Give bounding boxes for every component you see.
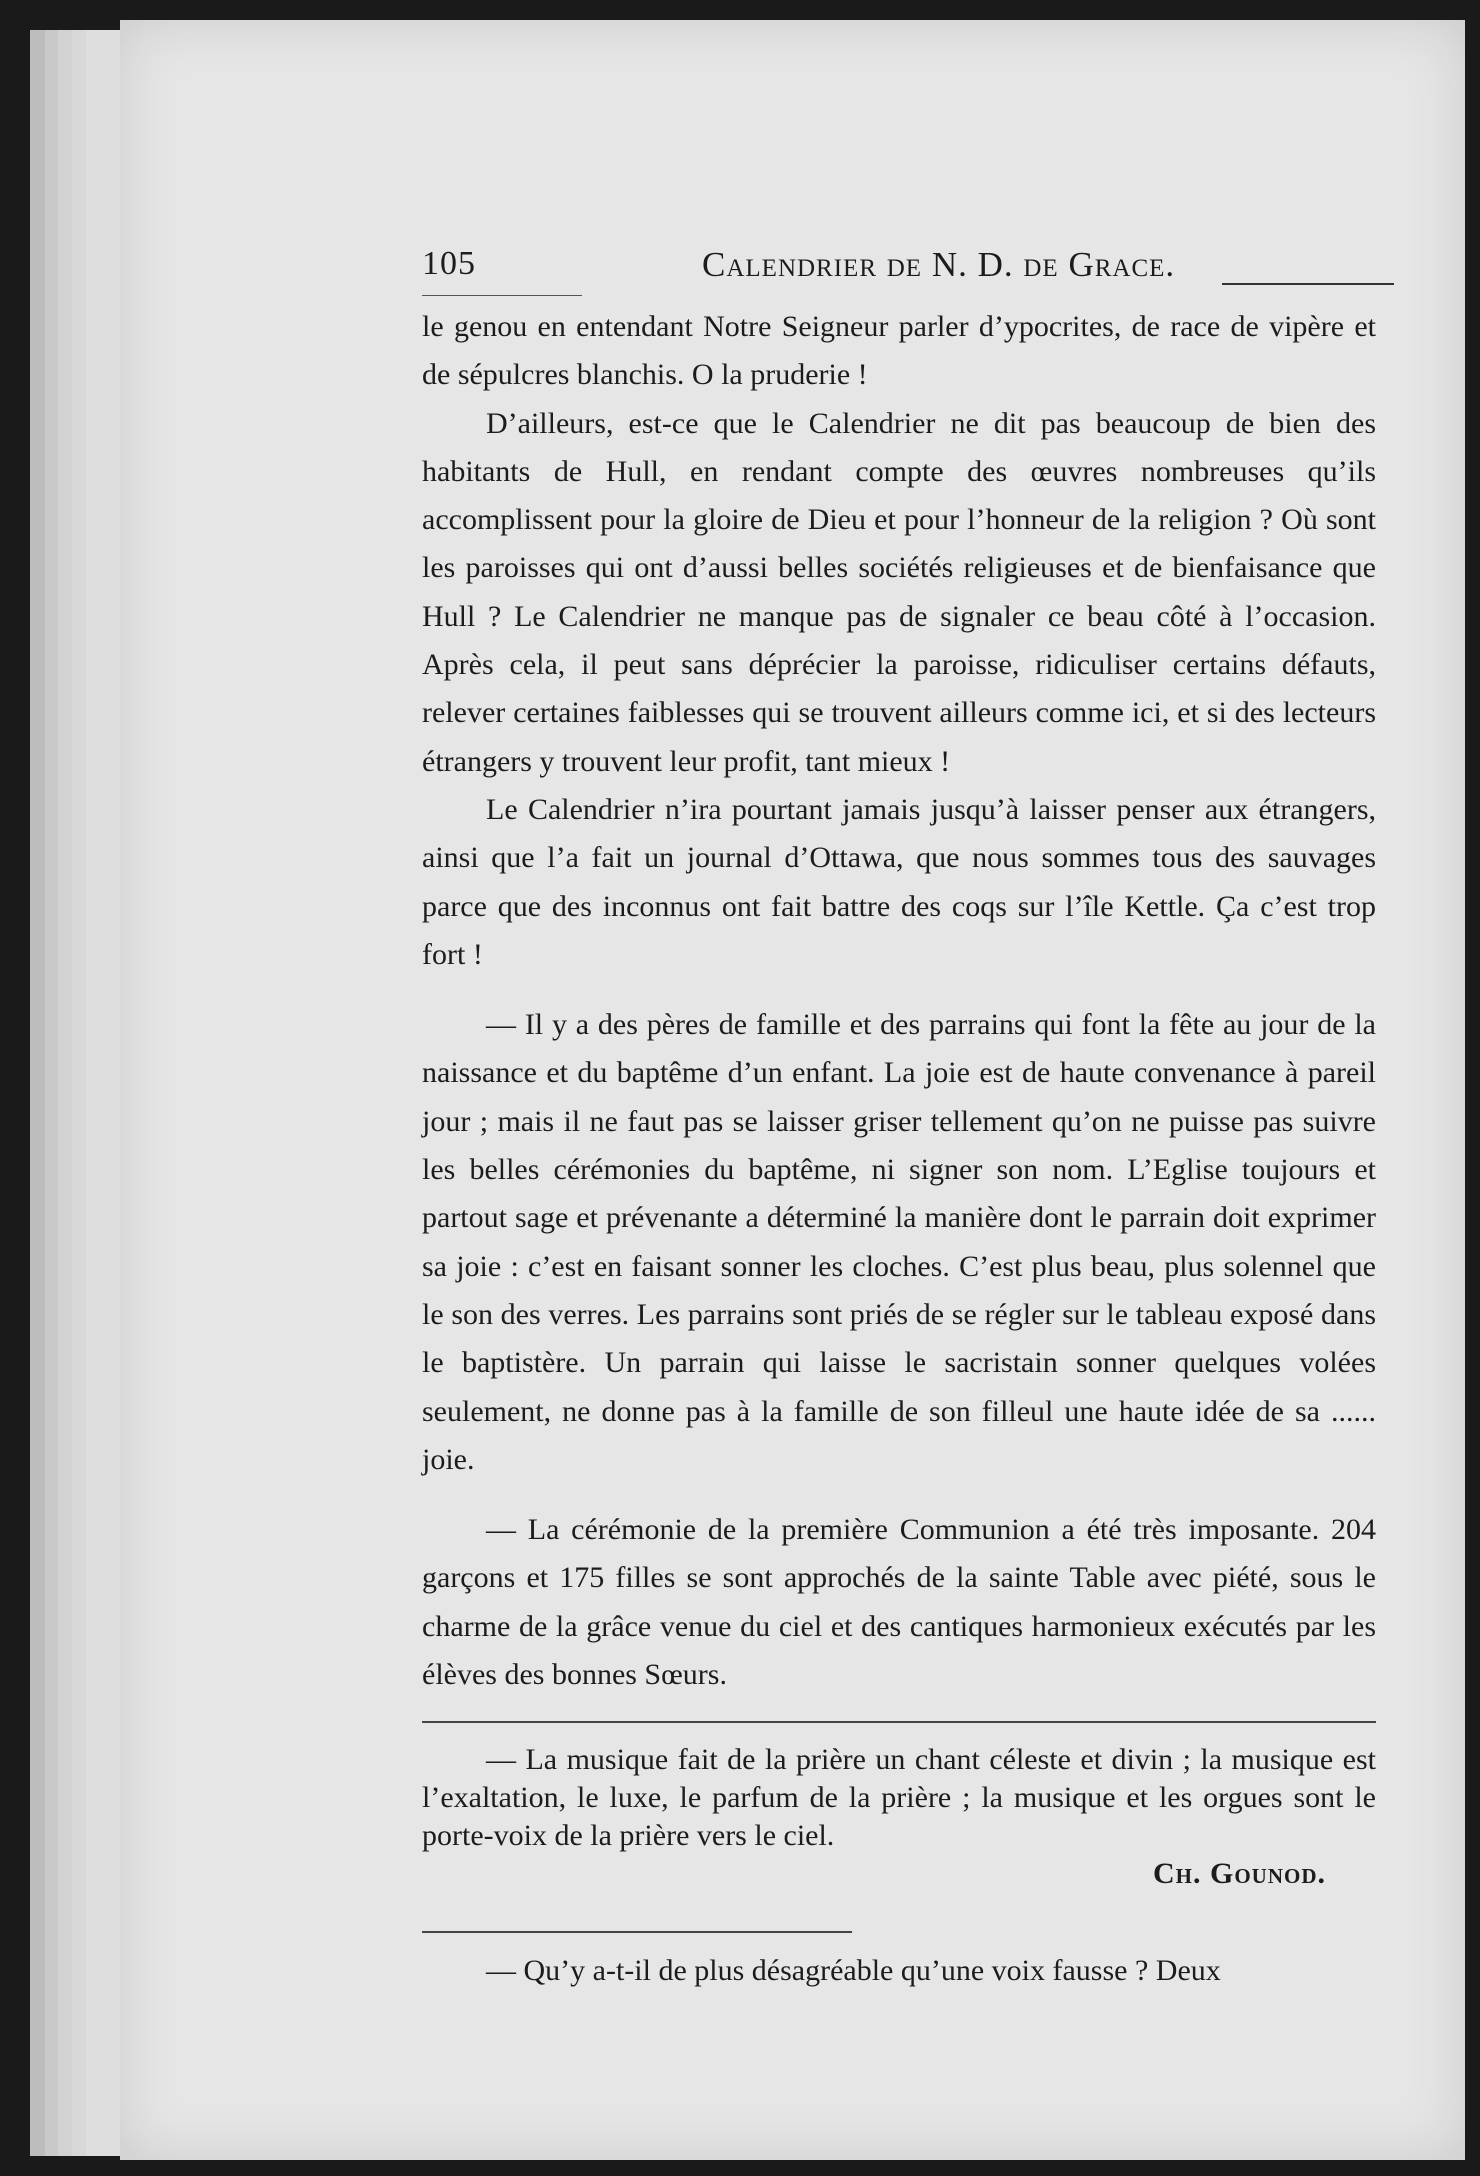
- quote-text: — La musique fait de la prière un chant céleste et divin ; la musique est l’exaltation, le luxe, le parfum de la prière ; la musique et les orgues sont le porte-voix de la prière vers le ciel.: [422, 1743, 1376, 1853]
- section-divider: [422, 1721, 1376, 1723]
- paragraph: — Il y a des pères de famille et des parrains qui font la fête au jour de la naissance et du baptême d’un enfant. La joie est de haute convenance à pareil jour ; mais il ne faut pas se laisser griser tellement qu’on ne puisse pas suivre les belles cérémonies du baptême, ni signer son nom. L’Eglise toujours et partout sage et prévenante a déterminé la manière dont le parrain doit exprimer sa joie : c’est en faisant sonner les cloches. C’est plus beau, plus solennel que le son des verres. Les parrains sont priés de se régler sur le tableau exposé dans le baptistère. Un parrain qui laisse le sacristain sonner quelques volées seulement, ne donne pas à la famille de son filleul une haute idée de sa ...... joie.: [422, 1008, 1376, 1476]
- body-text: [422, 303, 1376, 1996]
- running-head: [302, 225, 1394, 295]
- closing-line: — Qu’y a-t-il de plus désagréable qu’une voix fausse ? Deux: [486, 1954, 1221, 1988]
- paragraph: Le Calendrier n’ira pourtant jamais jusqu’à laisser penser aux étrangers, ainsi que l’a fait un journal d’Ottawa, que nous sommes tous des sauvages parce que des inconnus ont fait battre des coqs sur l’île Kettle. Ça c’est trop fort !: [422, 792, 1376, 971]
- page-title: Calendrier de N. D. de Grace.: [702, 245, 1176, 284]
- paragraph: D’ailleurs, est-ce que le Calendrier ne dit pas beaucoup de bien des habitants de Hull, en rendant compte des œuvres nombreuses qu’ils accomplissent pour la gloire de Dieu et pour l’honneur de la religion ? Où sont les paroisses qui ont d’aussi belles sociétés religieuses et de bienfaisance que Hull ? Le Calendrier ne manque pas de signaler ce beau côté à l’occasion. Après cela, il peut sans déprécier la paroisse, ridiculiser certains défauts, relever certaines faiblesses qui se trouvent ailleurs comme ici, et si des lecteurs étrangers y trouvent leur profit, tant mieux !: [422, 406, 1376, 778]
- quote-author: Ch. Gounod.: [1153, 1857, 1326, 1891]
- header-rule: [1222, 283, 1394, 285]
- page-number: 105: [422, 245, 476, 282]
- music-quote: [422, 1741, 1376, 1893]
- paragraph: — La cérémonie de la première Communion a été très imposante. 204 garçons et 175 filles se sont approchés de la sainte Table avec piété, sous le charme de la grâce venue du ciel et des cantiques harmonieux exécutés par les élèves des bonnes Sœurs.: [422, 1513, 1376, 1692]
- paragraph: le genou en entendant Notre Seigneur parler d’ypocrites, de race de vipère et de sépulcres blanchis. O la pruderie !: [422, 310, 1376, 392]
- header-rule-left: [422, 295, 582, 296]
- book-page: [120, 20, 1465, 2160]
- short-divider: [422, 1931, 852, 1933]
